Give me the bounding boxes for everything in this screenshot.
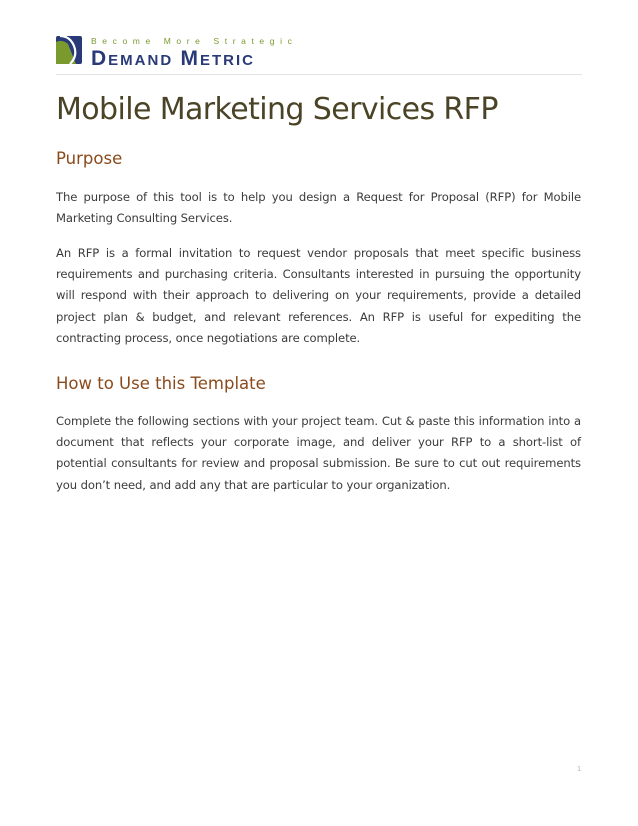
how-to-use-paragraph: Complete the following sections with your project team. Cut & paste this information into a document that reflects your corporate image, and deliver your RFP to a short-list of potential consultants for review and proposal submission. Be sure to cut out requirements you don’t need, and add any that are particular to your organization. — [56, 414, 581, 492]
section-heading-how-to-use: How to Use this Template — [56, 374, 266, 393]
logo-header — [56, 36, 582, 74]
header-divider — [56, 74, 582, 75]
brand-initial-m: M — [180, 47, 200, 70]
brand-word-demand: EMAND — [108, 52, 174, 69]
purpose-paragraph: The purpose of this tool is to help you design a Request for Proposal (RFP) for Mobile Marketing Consulting Services. — [56, 190, 581, 226]
brand-tagline: Become More Strategic — [91, 36, 298, 46]
brand-name — [91, 47, 255, 71]
page-number: 1 — [577, 764, 582, 773]
brand-initial-d: D — [91, 47, 109, 70]
brand-word-metric: ETRIC — [199, 52, 255, 69]
demand-metric-logo-icon — [56, 36, 82, 64]
section-heading-purpose: Purpose — [56, 149, 123, 168]
page-title: Mobile Marketing Services RFP — [56, 92, 498, 127]
rfp-description-paragraph: An RFP is a formal invitation to request vendor proposals that meet specific business requirements and purchasing criteria. Consultants interested in pursuing the opportunity will respond with their approach to delivering on your requirements, provide a detailed project plan & budget, and relevant references. An RFP is useful for expediting the contracting process, once negotiations are complete. — [56, 246, 581, 345]
